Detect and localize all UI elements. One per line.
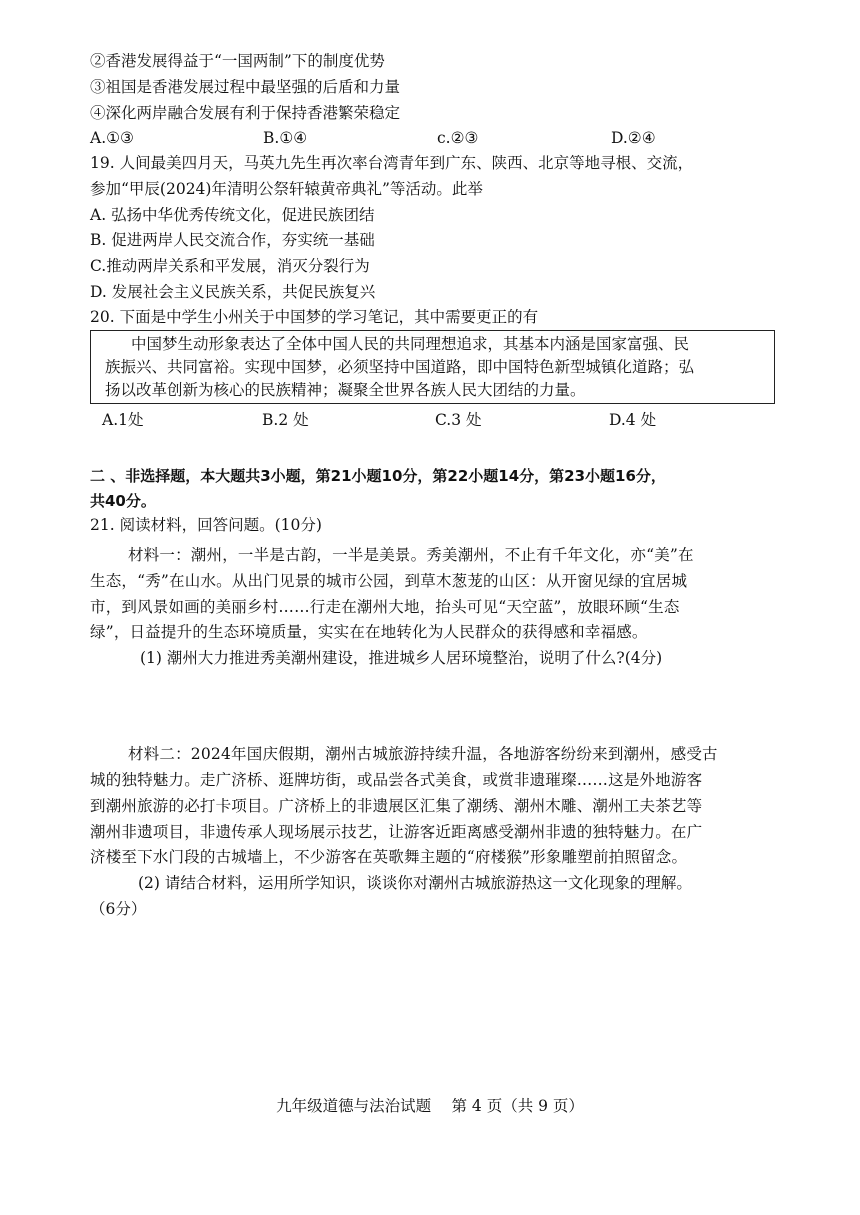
q21-material1-line-2: 生态，“秀”在山水。从出门见景的城市公园，到草木葱茏的山区：从开窗见绿的宜居城 [90,572,688,590]
q19-option-a: A. 弘扬中华优秀传统文化，促进民族团结 [90,206,375,224]
section2-heading-line-1: 二 、非选择题，本大题共3小题，第21小题10分，第22小题14分，第23小题16分， [90,467,666,485]
q19-stem-line-1: 19. 人间最美四月天，马英九先生再次率台湾青年到广东、陕西、北京等地寻根、交流， [90,154,694,172]
q18-option-c: c.②③ [437,129,479,147]
q19-option-d: D. 发展社会主义民族关系，共促民族复兴 [90,283,376,301]
q21-material1-line-4: 绿”，日益提升的生态环境质量，实实在在地转化为人民群众的获得感和幸福感。 [90,623,648,641]
q21-sub-question-1: (1) 潮州大力推进秀美潮州建设，推进城乡人居环境整治，说明了什么?(4分) [140,649,663,667]
q21-material2-line-2: 城的独特魅力。走广济桥、逛牌坊街，或品尝各式美食，或赏非遗璀璨……这是外地游客 [90,771,703,789]
q21-material1-line-1: 材料一：潮州，一半是古韵，一半是美景。秀美潮州，不止有千年文化，亦“美”在 [128,546,694,564]
q21-material2-line-1: 材料二：2024年国庆假期，潮州古城旅游持续升温，各地游客纷纷来到潮州，感受古 [128,745,718,763]
q20-stem: 20. 下面是中学生小州关于中国梦的学习笔记，其中需要更正的有 [90,308,539,326]
q20-options [102,409,782,431]
q21-sub-question-2-line-1: (2) 请结合材料，运用所学知识，谈谈你对潮州古城旅游热这一文化现象的理解。 [138,874,692,892]
q20-note-line-1: 中国梦生动形象表达了全体中国人民的共同理想追求，其基本内涵是国家富强、民 [131,335,690,353]
q21-material1-line-3: 市，到风景如画的美丽乡村……行走在潮州大地，抬头可见“天空蓝”，放眼环顾“生态 [90,598,680,616]
section2-heading-line-2: 共40分。 [90,492,156,510]
q18-options [90,127,770,149]
q20-option-b: B.2 处 [262,411,309,429]
q18-item-2: ②香港发展得益于“一国两制”下的制度优势 [90,52,385,70]
q18-item-3: ③祖国是香港发展过程中最坚强的后盾和力量 [90,78,401,96]
q21-material2-line-3: 到潮州旅游的必打卡项目。广济桥上的非遗展区汇集了潮绣、潮州木雕、潮州工夫茶艺等 [90,797,703,815]
q19-stem-line-2: 参加“甲辰(2024)年清明公祭轩辕黄帝典礼”等活动。此举 [90,180,483,198]
q20-option-a: A.1处 [102,411,144,429]
page-footer: 九年级道德与法治试题 第 4 页（共 9 页） [276,1097,584,1115]
q18-option-d: D.②④ [611,129,656,147]
q20-note-line-3: 扬以改革创新为核心的民族精神；凝聚全世界各族人民大团结的力量。 [105,381,586,399]
q18-option-b: B.①④ [263,129,308,147]
q21-material2-line-4: 潮州非遗项目，非遗传承人现场展示技艺，让游客近距离感受潮州非遗的独特魅力。在广 [90,823,703,841]
q21-sub-question-2-line-2: （6分） [90,900,147,918]
q19-option-c: C.推动两岸关系和平发展，消灭分裂行为 [90,257,370,275]
q20-option-c: C.3 处 [435,411,482,429]
q21-material2-line-5: 济楼至下水门段的古城墙上，不少游客在英歌舞主题的“府楼猴”形象雕塑前拍照留念。 [90,848,688,866]
q20-note-box [90,330,775,404]
q18-option-a: A.①③ [90,129,134,147]
q20-note-line-2: 族振兴、共同富裕。实现中国梦，必须坚持中国道路，即中国特色新型城镇化道路；弘 [105,358,695,376]
q19-option-b: B. 促进两岸人民交流合作，夯实统一基础 [90,231,375,249]
q21-stem: 21. 阅读材料，回答问题。(10分) [90,516,322,534]
q20-option-d: D.4 处 [609,411,657,429]
q18-item-4: ④深化两岸融合发展有利于保持香港繁荣稳定 [90,104,401,122]
